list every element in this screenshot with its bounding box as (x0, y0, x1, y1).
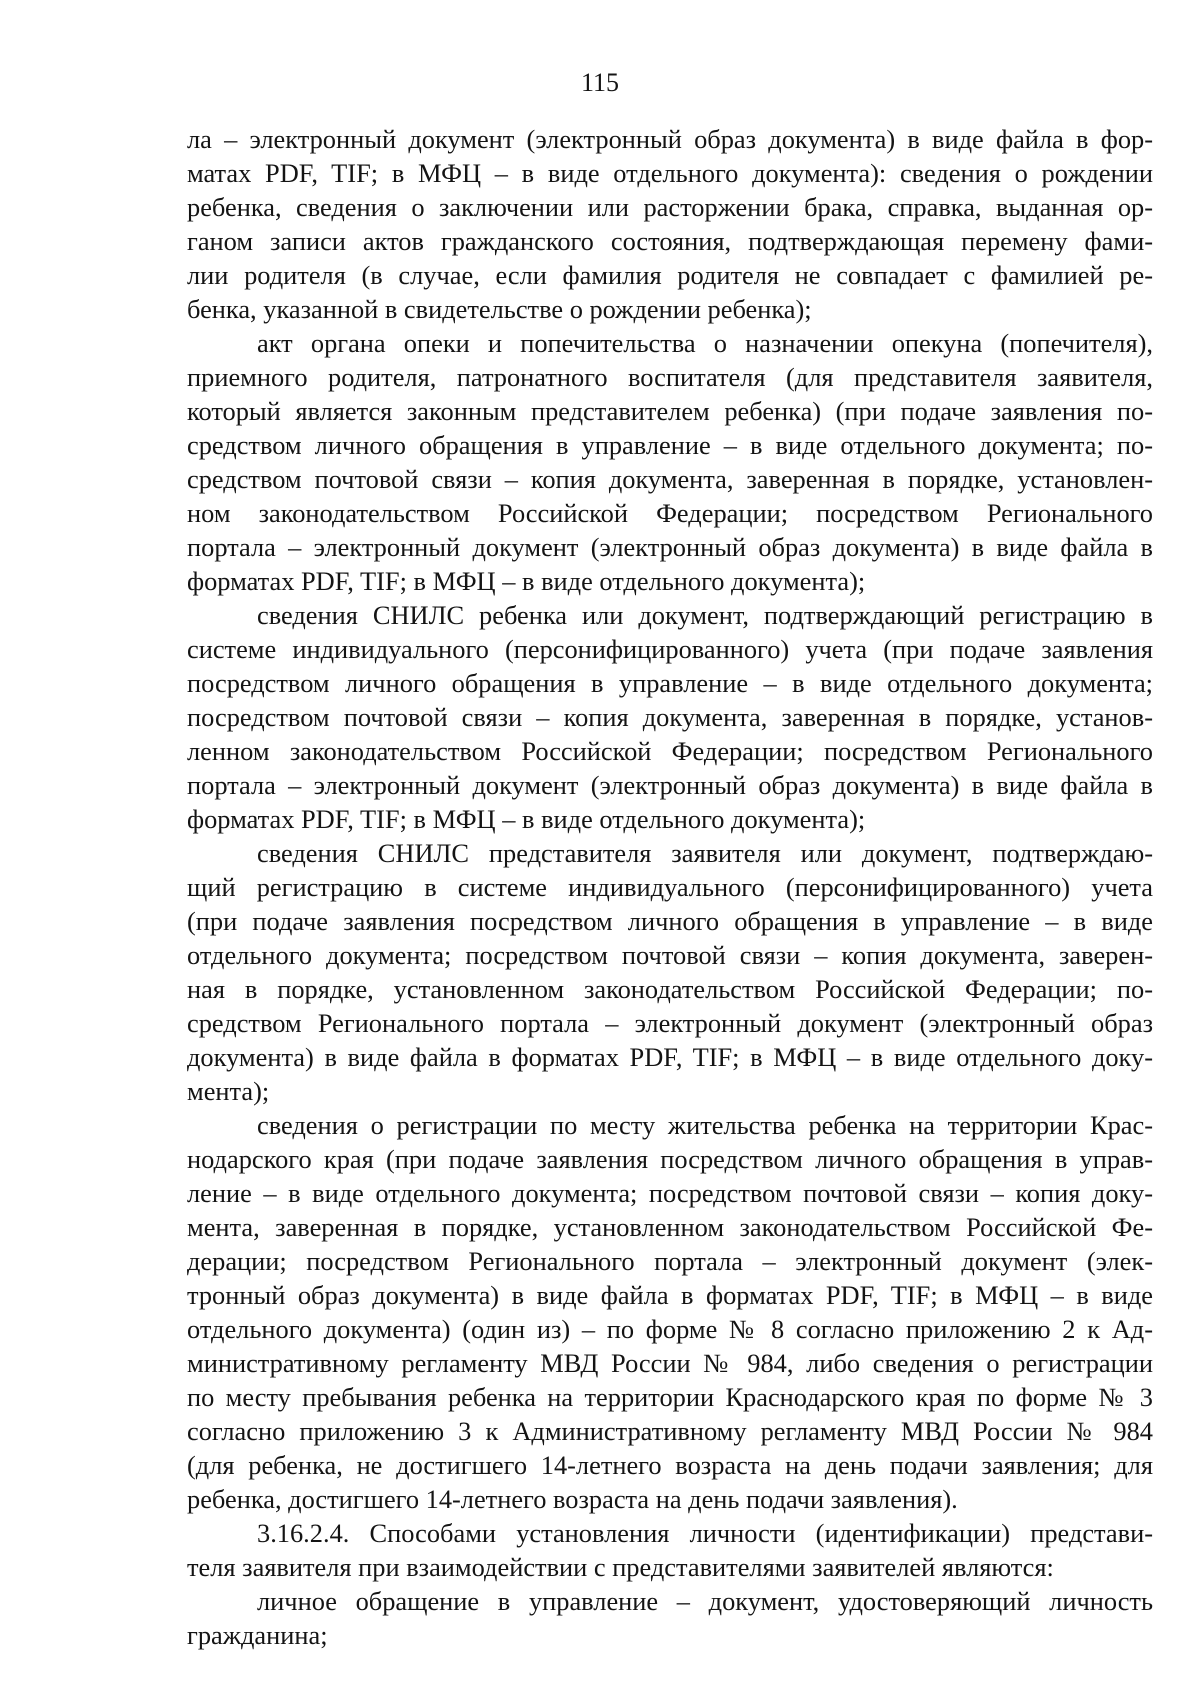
text-line: гражданина; (187, 1620, 328, 1650)
text-line: сведения СНИЛС ребенка или документ, подтверждающий регистрацию в (257, 600, 1153, 630)
text-line: 3.16.2.4. Способами установления личности (идентификации) представи- (257, 1518, 1153, 1548)
text-line: щий регистрацию в системе индивидуального (персонифицированного) учета (187, 872, 1153, 902)
text-line: средством почтовой связи – копия документа, заверенная в порядке, установлен- (187, 464, 1153, 494)
text-line: мента); (187, 1076, 270, 1106)
text-line: форматах PDF, TIF; в МФЦ – в виде отдельного документа); (187, 804, 866, 834)
text-line: бенка, указанной в свидетельстве о рождении ребенка); (187, 294, 812, 324)
text-line: теля заявителя при взаимодействии с представителями заявителей являются: (187, 1552, 1054, 1582)
text-line: ном законодательством Российской Федерации; посредством Регионального (187, 498, 1153, 528)
document-body (187, 122, 1153, 1652)
text-line: мента, заверенная в порядке, установленном законодательством Российской Фе- (187, 1212, 1153, 1242)
text-line: который является законным представителем ребенка) (при подаче заявления по- (187, 396, 1153, 426)
text-line: приемного родителя, патронатного воспитателя (для представителя заявителя, (187, 362, 1153, 392)
text-line: ребенка, сведения о заключении или расторжении брака, справка, выданная ор- (187, 192, 1153, 222)
text-line: отдельного документа; посредством почтовой связи – копия документа, заверен- (187, 940, 1153, 970)
text-line: документа) в виде файла в форматах PDF, TIF; в МФЦ – в виде отдельного доку- (187, 1042, 1153, 1072)
text-line: посредством почтовой связи – копия документа, заверенная в порядке, установ- (187, 702, 1153, 732)
text-line: ленном законодательством Российской Федерации; посредством Регионального (187, 736, 1153, 766)
text-line: ребенка, достигшего 14-летнего возраста на день подачи заявления). (187, 1484, 958, 1514)
text-line: средством личного обращения в управление – в виде отдельного документа; по- (187, 430, 1153, 460)
text-line: посредством личного обращения в управление – в виде отдельного документа; (187, 668, 1153, 698)
text-line: ная в порядке, установленном законодательством Российской Федерации; по- (187, 974, 1153, 1004)
text-line: дерации; посредством Регионального портала – электронный документ (элек- (187, 1246, 1153, 1276)
text-line: согласно приложению 3 к Административному регламенту МВД России № 984 (187, 1416, 1153, 1446)
text-line: акт органа опеки и попечительства о назначении опекуна (попечителя), (257, 328, 1153, 358)
text-line: сведения о регистрации по месту жительства ребенка на территории Крас- (257, 1110, 1153, 1140)
text-line: сведения СНИЛС представителя заявителя или документ, подтверждаю- (257, 838, 1153, 868)
page-number: 115 (580, 68, 620, 97)
text-line: портала – электронный документ (электронный образ документа) в виде файла в (187, 532, 1153, 562)
text-line: лии родителя (в случае, если фамилия родителя не совпадает с фамилией ре- (187, 260, 1153, 290)
text-line: средством Регионального портала – электронный документ (электронный образ (187, 1008, 1153, 1038)
text-line: ганом записи актов гражданского состояния, подтверждающая перемену фами- (187, 226, 1153, 256)
text-line: отдельного документа) (один из) – по форме № 8 согласно приложению 2 к Ад- (187, 1314, 1153, 1344)
text-line: тронный образ документа) в виде файла в форматах PDF, TIF; в МФЦ – в виде (187, 1280, 1153, 1310)
text-line: ление – в виде отдельного документа; посредством почтовой связи – копия доку- (187, 1178, 1153, 1208)
text-line: личное обращение в управление – документ, удостоверяющий личность (257, 1586, 1153, 1616)
text-line: форматах PDF, TIF; в МФЦ – в виде отдельного документа); (187, 566, 866, 596)
text-line: портала – электронный документ (электронный образ документа) в виде файла в (187, 770, 1153, 800)
text-line: министративному регламенту МВД России № 984, либо сведения о регистрации (187, 1348, 1153, 1378)
text-line: по месту пребывания ребенка на территории Краснодарского края по форме № 3 (187, 1382, 1153, 1412)
text-line: ла – электронный документ (электронный образ документа) в виде файла в фор- (187, 124, 1153, 154)
text-line: (для ребенка, не достигшего 14-летнего возраста на день подачи заявления; для (187, 1450, 1153, 1480)
text-line: системе индивидуального (персонифицированного) учета (при подаче заявления (187, 634, 1153, 664)
text-line: (при подаче заявления посредством личного обращения в управление – в виде (187, 906, 1153, 936)
text-line: матах PDF, TIF; в МФЦ – в виде отдельного документа): сведения о рождении (187, 158, 1153, 188)
text-line: нодарского края (при подаче заявления посредством личного обращения в управ- (187, 1144, 1153, 1174)
